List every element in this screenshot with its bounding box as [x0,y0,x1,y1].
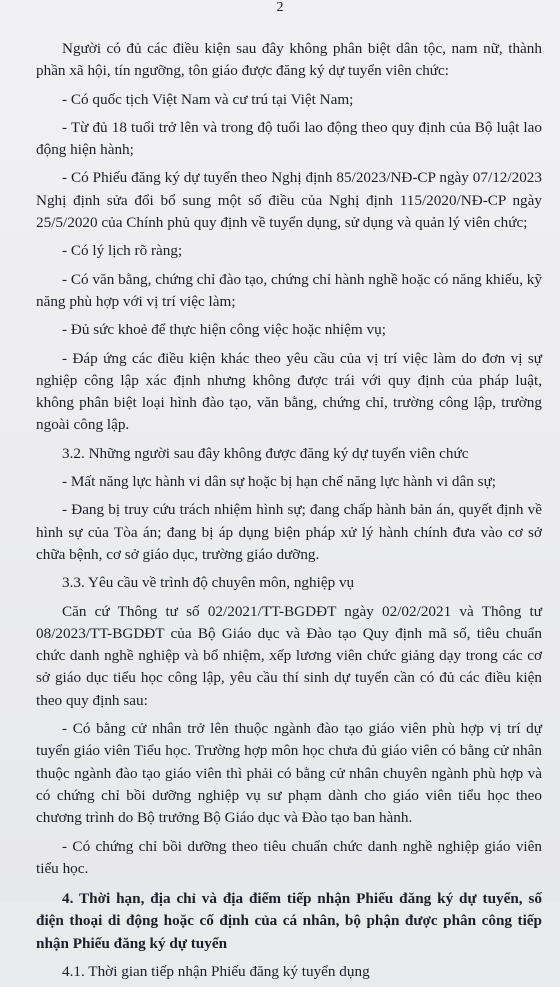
condition-nationality: - Có quốc tịch Việt Nam và cư trú tại Việt Nam; [62,90,354,108]
section-4-1-heading: 4.1. Thời gian tiếp nhận Phiếu đăng ký tuyển dụng [62,962,370,980]
condition-background: - Có lý lịch rõ ràng; [62,242,183,260]
condition-other: - Đáp ứng các điều kiện khác theo yêu cầu của vị trí việc làm do đơn vị sự nghiệp công lập xác định nhưng không được trái với quy định của pháp luật, không phân biệt loại hình đào tạo, văn bằng, chứng chỉ, trường công lập, trường ngoài công lập. [36,349,542,434]
condition-qualifications: - Có văn bằng, chứng chỉ đào tạo, chứng chỉ hành nghề hoặc có năng khiếu, kỹ năng phù hợp với vị trí việc làm; [36,270,542,310]
exclusion-criminal: - Đang bị truy cứu trách nhiệm hình sự; đang chấp hành bản án, quyết định về hình sự của Tòa án; đang bị áp dụng biện pháp xử lý hành chính đưa vào cơ sở chữa bệnh, cơ sở giáo dục, trường giáo dưỡng. [36,501,542,563]
condition-age: - Từ đủ 18 tuổi trở lên và trong độ tuổi lao động theo quy định của Bộ luật lao động hiện hành; [36,118,542,159]
section-4-heading: 4. Thời hạn, địa chỉ và địa điểm tiếp nhận Phiếu đăng ký dự tuyển, số điện thoại di động hoặc cố định của cá nhân, bộ phận được phân công tiếp nhận Phiếu đăng ký dự tuyển [36,890,542,952]
condition-health: - Đủ sức khoẻ để thực hiện công việc hoặc nhiệm vụ; [62,321,386,339]
exclusion-civil-capacity: - Mất năng lực hành vi dân sự hoặc bị hạn chế năng lực hành vi dân sự; [62,473,497,491]
legal-basis-paragraph: Căn cứ Thông tư số 02/2021/TT-BGDĐT ngày 02/02/2021 và Thông tư 08/2023/TT-BGDĐT của Bộ Giáo dục và Đào tạo Quy định mã số, tiêu chuẩn chức danh nghề nghiệp và bổ nhiệm, xếp lương viên chức giảng dạy trong các cơ sở giáo dục tiểu học công lập, yêu cầu thí sinh dự tuyển cần có đủ các điều kiện theo quy định sau: [36,602,542,709]
requirement-certificate: - Có chứng chỉ bồi dưỡng theo tiêu chuẩn chức danh nghề nghiệp giáo viên tiểu học. [36,837,542,877]
section-3-3-heading: 3.3. Yêu cầu về trình độ chuyên môn, nghiệp vụ [62,574,355,592]
document-body [36,38,542,987]
section-3-2-heading: 3.2. Những người sau đây không được đăng ký dự tuyển viên chức [62,444,469,462]
requirement-degree: - Có bằng cử nhân trở lên thuộc ngành đào tạo giáo viên phù hợp vị trí dự tuyển giáo viên Tiểu học. Trường hợp môn học chưa đủ giáo viên có bằng cử nhân thuộc ngành đào tạo giáo viên thì phải có bằng cử nhân chuyên ngành phù hợp và có chứng chỉ bồi dưỡng nghiệp vụ sư phạm dành cho giáo viên tiểu học theo chương trình do Bộ trưởng Bộ Giáo dục và Đào tạo ban hành. [36,720,542,827]
condition-registration-form: - Có Phiếu đăng ký dự tuyển theo Nghị định 85/2023/NĐ-CP ngày 07/12/2023 Nghị định sửa đổi bổ sung một số điều của Nghị định 115/2020/NĐ-CP ngày 25/5/2020 của Chính phủ quy định về tuyển dụng, sử dụng và quản lý viên chức; [36,169,542,232]
page-number: 2 [276,0,284,15]
intro-paragraph: Người có đủ các điều kiện sau đây không phân biệt dân tộc, nam nữ, thành phần xã hội, tín ngưỡng, tôn giáo được đăng ký dự tuyển viên chức: [36,40,542,80]
